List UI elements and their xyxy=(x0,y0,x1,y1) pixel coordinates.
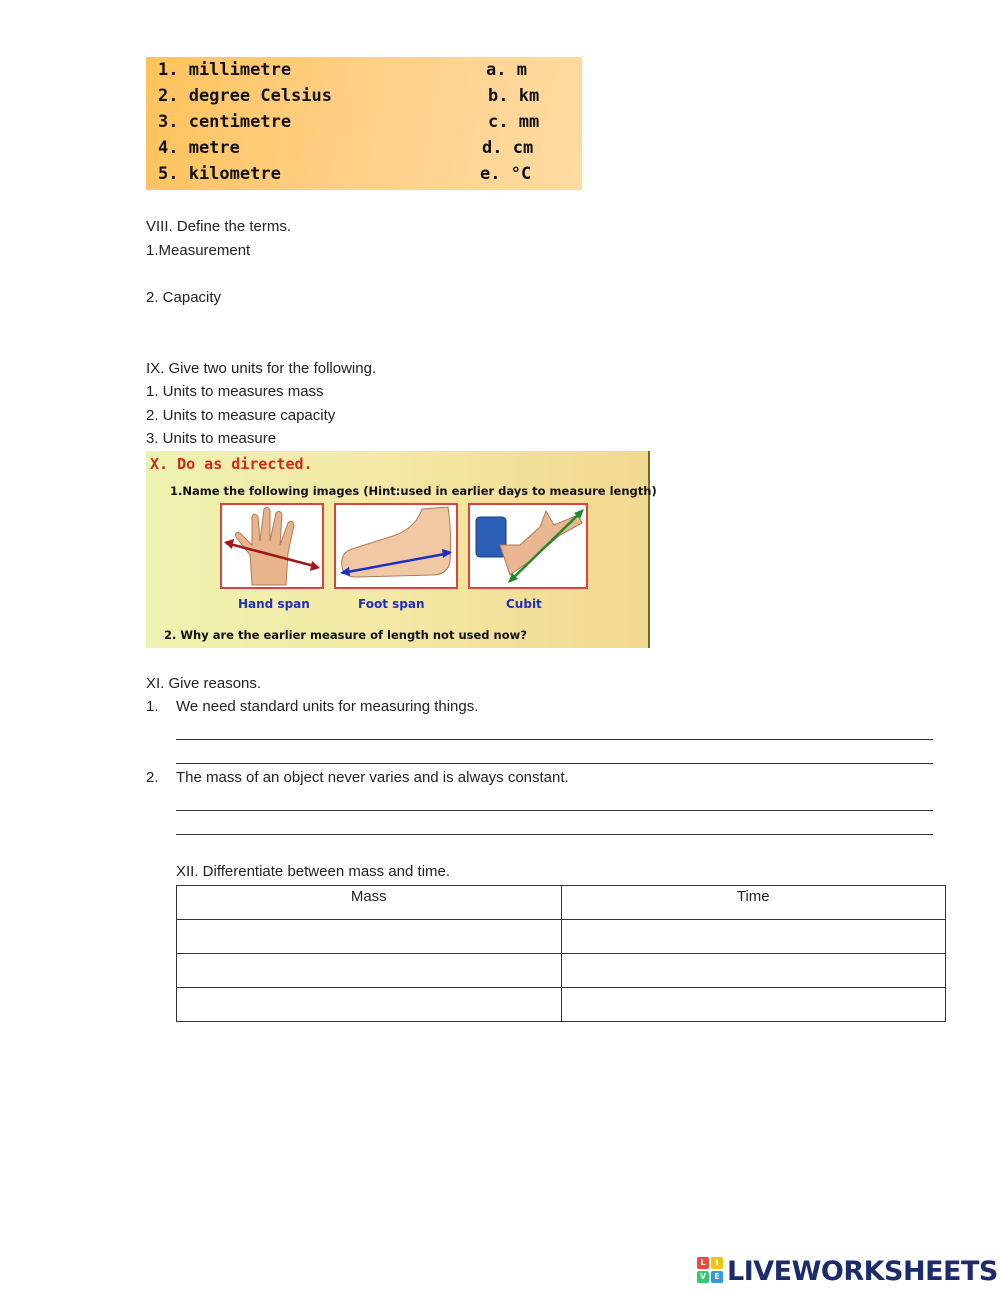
liveworksheets-logo xyxy=(697,1256,998,1286)
reasons-item-2: The mass of an object never varies and is always constant. xyxy=(176,769,569,786)
label-hand-span: Hand span xyxy=(238,597,310,611)
match-left-item: 2. degree Celsius xyxy=(158,86,332,106)
directed-title: X. Do as directed. xyxy=(150,455,313,473)
match-right-item: a. m xyxy=(486,60,527,80)
label-foot-span: Foot span xyxy=(358,597,425,611)
units-item-capacity: 2. Units to measure capacity xyxy=(146,407,336,424)
units-item-mass: 1. Units to measures mass xyxy=(146,383,324,400)
table-cell[interactable] xyxy=(561,988,946,1022)
match-right-item: d. cm xyxy=(482,138,534,158)
logo-block: L xyxy=(697,1257,709,1269)
match-right-item: e. °C xyxy=(480,164,532,184)
logo-block: I xyxy=(711,1257,723,1269)
match-units-image xyxy=(146,57,582,190)
match-left-item: 3. centimetre xyxy=(158,112,292,132)
differentiate-table xyxy=(176,885,946,1022)
units-heading: IX. Give two units for the following. xyxy=(146,360,377,377)
reasons-item-1: We need standard units for measuring things. xyxy=(176,698,479,715)
match-left-item: 5. kilometre xyxy=(158,164,281,184)
label-cubit: Cubit xyxy=(506,597,542,611)
directed-hint: 1.Name the following images (Hint:used in earlier days to measure length) xyxy=(170,484,657,498)
answer-line[interactable] xyxy=(176,810,933,811)
do-as-directed-image xyxy=(146,451,657,648)
answer-line[interactable] xyxy=(176,834,933,835)
hand-icon xyxy=(222,505,322,587)
foot-icon xyxy=(336,505,456,587)
column-header-mass: Mass xyxy=(177,886,562,920)
foot-span-picture xyxy=(334,503,458,589)
answer-line[interactable] xyxy=(176,763,933,764)
hand-span-picture xyxy=(220,503,324,589)
column-header-time: Time xyxy=(561,886,946,920)
table-cell[interactable] xyxy=(561,920,946,954)
logo-text: LIVEWORKSHEETS xyxy=(727,1255,998,1287)
reasons-heading: XI. Give reasons. xyxy=(146,675,262,692)
table-row xyxy=(177,954,946,988)
table-header-row xyxy=(177,886,946,920)
define-item-capacity: 2. Capacity xyxy=(146,289,222,306)
table-cell[interactable] xyxy=(561,954,946,988)
logo-block: E xyxy=(711,1271,723,1283)
cubit-picture xyxy=(468,503,588,589)
table-cell[interactable] xyxy=(177,988,562,1022)
match-right-item: c. mm xyxy=(488,112,540,132)
answer-line[interactable] xyxy=(176,739,933,740)
arm-icon xyxy=(470,505,586,587)
table-row xyxy=(177,988,946,1022)
reasons-item-1-number: 1. xyxy=(146,698,159,715)
match-left-item: 1. millimetre xyxy=(158,60,292,80)
units-item-measure: 3. Units to measure xyxy=(146,430,277,447)
define-item-measurement: 1.Measurement xyxy=(146,242,251,259)
table-cell[interactable] xyxy=(177,920,562,954)
logo-block: V xyxy=(697,1271,709,1283)
reasons-item-2-number: 2. xyxy=(146,769,159,786)
logo-blocks-icon xyxy=(697,1257,725,1285)
differentiate-heading: XII. Differentiate between mass and time. xyxy=(176,863,451,880)
define-heading: VIII. Define the terms. xyxy=(146,218,292,235)
table-cell[interactable] xyxy=(177,954,562,988)
table-row xyxy=(177,920,946,954)
match-right-item: b. km xyxy=(488,86,540,106)
directed-question-2: 2. Why are the earlier measure of length not used now? xyxy=(164,628,527,642)
match-left-item: 4. metre xyxy=(158,138,240,158)
